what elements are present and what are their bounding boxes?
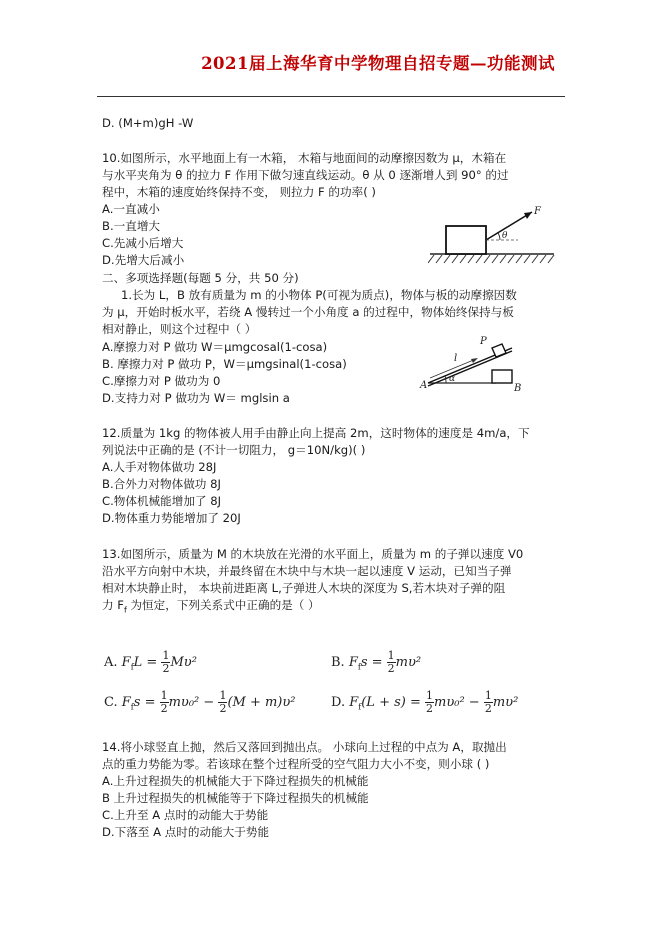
frac-num: 1 [162, 649, 170, 662]
q12-option-c: C.物体机械能增加了 8J [102, 494, 222, 508]
frac-num: 1 [484, 689, 492, 702]
q12-text-1: 12.质量为 1kg 的物体被人用手由静止向上提高 2m，这时物体的速度是 4m/a，下 [102, 426, 530, 440]
frac-num: 1 [387, 649, 395, 662]
half-fraction [160, 690, 169, 715]
tilted-board-figure [416, 330, 526, 396]
q10-option-c: C.先减小后增大 [102, 236, 184, 250]
q13-force-subscript: f [123, 605, 127, 615]
q11-text-2: 为 μ，开始时板水平，若绕 A 慢转过一个小角度 a 的过程中，物体始终保持与板 [102, 305, 514, 319]
formula-b-mid: s = [360, 655, 383, 670]
q10-text-3: 程中，木箱的速度始终保持不变， 则拉力 F 的功率( ) [102, 185, 376, 199]
q10-text-2: 与水平夹角为 θ 的拉力 F 作用下做匀速直线运动。θ 从 0 逐渐增人到 90° 的过 [102, 168, 509, 182]
formula-c-term2: (M + m)υ² [227, 695, 296, 710]
q11-option-b: B. 摩擦力对 P 做功 P，W＝μmgsinal(1-cosa) [102, 357, 347, 371]
frac-den: 2 [484, 702, 492, 715]
q11-option-a: A.摩擦力对 P 做功 W＝μmgcosal(1-cosa) [102, 340, 328, 354]
q13-formula-b [331, 650, 421, 678]
formula-d-force: F [349, 695, 359, 710]
formula-a-label: A. [104, 655, 118, 670]
q13-force-symbol: 力 F [102, 598, 124, 612]
formula-b-force: F [348, 655, 358, 670]
formula-d-term1: mυ₀² [434, 695, 465, 710]
q11-option-c: C.摩擦力对 P 做功为 0 [102, 374, 221, 388]
formula-d-mid: (L + s) = [361, 695, 421, 710]
frac-den: 2 [160, 702, 168, 715]
prev-option-d: D. (M+m)gH -W [102, 116, 194, 130]
frac-num: 1 [219, 689, 227, 702]
q11-option-d: D.支持力对 P 做功为 W＝ mglsin a [102, 391, 290, 405]
force-label: F [534, 206, 541, 217]
formula-d-label: D. [331, 695, 346, 710]
formula-d-term2: mυ² [492, 695, 519, 710]
frac-num: 1 [426, 689, 434, 702]
formula-d-minus: − [464, 695, 480, 710]
formula-b-rhs: mυ² [395, 655, 422, 670]
theta-label: θ [502, 231, 508, 241]
q12-text-2: 列说法中正确的是 (不计一切阻力， g＝10N/kg)( ) [102, 443, 366, 457]
q11-text-3: 相对静止，则这个过程中（ ） [102, 322, 257, 336]
header-divider [97, 96, 565, 97]
frac-den: 2 [387, 662, 395, 675]
q14-text-2: 点的重力势能为零。若该球在整个过程所受的空气阻力大小不变，则小球 ( ) [102, 757, 490, 771]
q13-formula-c [104, 690, 296, 718]
formula-a-mid: L = [133, 655, 158, 670]
formula-b-label: B. [331, 655, 345, 670]
q14-option-b: B 上升过程损失的机械能等于下降过程损失的机械能 [102, 791, 369, 805]
formula-a-sub: f [130, 662, 134, 672]
formula-b-sub: f [357, 662, 361, 672]
q10-option-a: A.一直减小 [102, 202, 160, 216]
q13-text-4 [102, 597, 320, 618]
q10-option-d: D.先增大后减小 [102, 253, 185, 267]
alpha-label: α [449, 374, 456, 384]
q13-text-1: 13.如图所示，质量为 M 的木块放在光滑的水平面上，质量为 m 的子弹以速度 V0 [102, 547, 524, 561]
frac-den: 2 [219, 702, 227, 715]
q10-text-1: 10.如图所示，水平地面上有一木箱， 木箱与地面间的动摩擦因数为 μ，木箱在 [102, 151, 507, 165]
point-a-label: A [420, 380, 428, 391]
formula-c-minus: − [199, 695, 215, 710]
formula-c-label: C. [104, 695, 118, 710]
q12-option-b: B.合外力对物体做功 8J [102, 477, 221, 491]
half-fraction [387, 650, 396, 675]
q12-option-d: D.物体重力势能增加了 20J [102, 511, 241, 525]
q13-formula-a [104, 650, 197, 678]
frac-den: 2 [426, 702, 434, 715]
formula-d-sub: f [358, 702, 362, 712]
formula-c-mid: s = [133, 695, 156, 710]
section-2-heading: 二、多项选择题(每题 5 分，共 50 分) [102, 271, 299, 285]
half-fraction [484, 690, 493, 715]
formula-a-force: F [121, 655, 131, 670]
q14-text-1: 14.将小球竖直上抛，然后又落回到抛出点。 小球向上过程的中点为 A，取抛出 [102, 740, 507, 754]
frac-den: 2 [162, 662, 170, 675]
formula-c-force: F [121, 695, 131, 710]
p-label: P [480, 336, 487, 347]
q10-option-b: B.一直增大 [102, 219, 161, 233]
formula-c-sub: f [130, 702, 134, 712]
q13-text-3: 相对木块静止时， 本块前进距离 L,子弹进人木块的深度为 S,若木块对子弹的阻 [102, 581, 506, 595]
wooden-box [446, 226, 486, 254]
formula-c-term1: mυ₀² [168, 695, 200, 710]
q14-option-c: C.上升至 A 点时的动能大于势能 [102, 808, 269, 822]
point-b-label: B [514, 383, 522, 394]
q13-formula-d [331, 690, 518, 718]
formula-a-rhs: Mυ² [170, 655, 197, 670]
page-title: 2021届上海华育中学物理自招专题—功能测试 [201, 54, 555, 73]
q11-text-1: 1.长为 L，B 放有质量为 m 的小物体 P(可视为质点)，物体与板的动摩擦因数 [121, 288, 517, 302]
q13-text-2: 沿水平方向射中木块，并最终留在木块中与木块一起以速度 V 运动，已知当子弹 [102, 564, 512, 578]
q13-text-4-rest: 为恒定，下列关系式中正确的是（ ） [126, 598, 320, 612]
frac-num: 1 [160, 689, 168, 702]
q14-option-d: D.下落至 A 点时的动能大于势能 [102, 825, 270, 839]
q14-option-a: A.上升过程损失的机械能大于下降过程损失的机械能 [102, 774, 369, 788]
q12-option-a: A.人手对物体做功 28J [102, 460, 217, 474]
box-pull-figure [428, 200, 558, 266]
half-fraction [425, 690, 434, 715]
length-label: l [454, 353, 458, 364]
